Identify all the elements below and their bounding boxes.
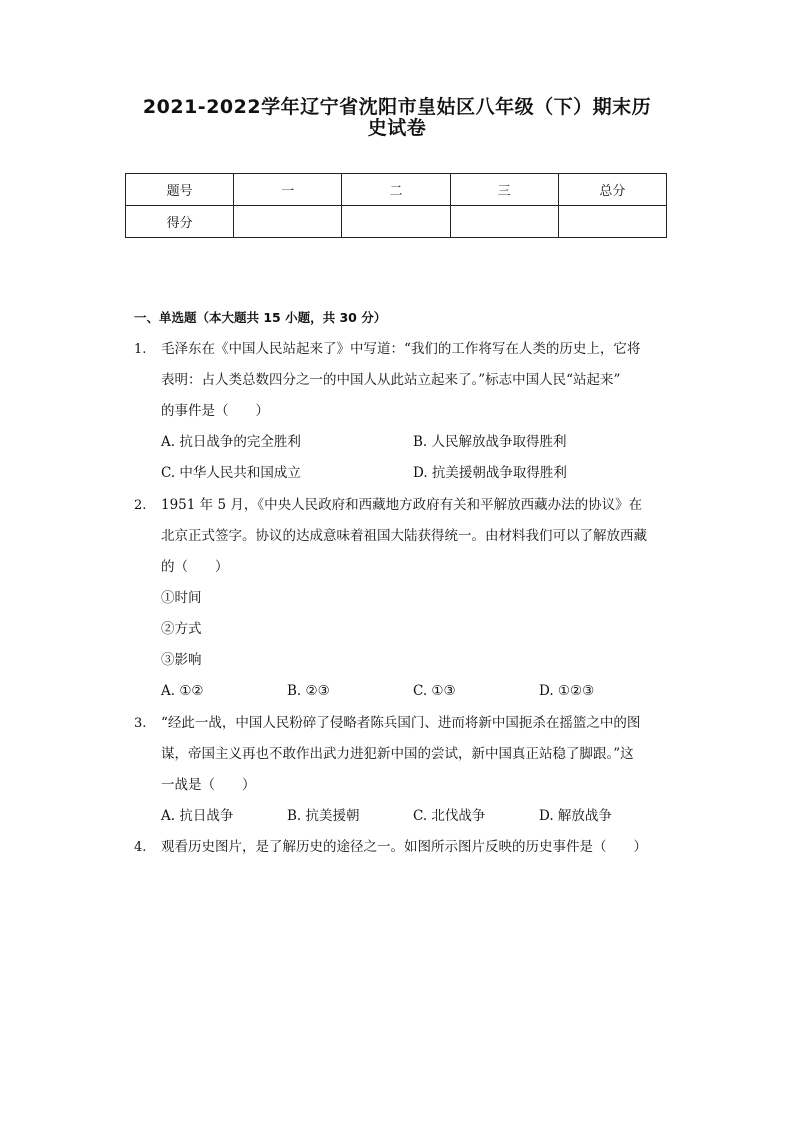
score-table xyxy=(125,173,667,238)
answer-option: B. 抗美援朝 xyxy=(287,808,360,824)
answer-option: C. ①③ xyxy=(413,683,456,699)
answer-option: C. 北伐战争 xyxy=(413,808,486,824)
question-number: 1. xyxy=(134,342,147,357)
question-text-line: 观看历史图片，是了解历史的途径之一。如图所示图片反映的历史事件是（ ） xyxy=(161,839,647,855)
answer-option: A. 抗日战争 xyxy=(161,808,234,824)
answer-option: A. ①② xyxy=(161,683,204,699)
question-text-line: 谋，帝国主义再也不敢作出武力进犯新中国的尝试，新中国真正站稳了脚跟。”这 xyxy=(161,746,634,762)
paper-title-line-1: 2021-2022学年辽宁省沈阳市皇姑区八年级（下）期末历 xyxy=(142,96,652,118)
question-text-line: 表明：占人类总数四分之一的中国人从此站立起来了。”标志中国人民“站起来” xyxy=(161,372,621,388)
question-number: 3. xyxy=(134,716,147,731)
question-item: ②方式 xyxy=(161,621,202,637)
score-header-cell: 题号 xyxy=(126,174,234,206)
answer-option: C. 中华人民共和国成立 xyxy=(161,465,301,481)
score-cell xyxy=(450,206,558,238)
question-text-line: 的事件是（ ） xyxy=(161,403,269,419)
question-item: ①时间 xyxy=(161,590,202,606)
score-cell xyxy=(342,206,450,238)
question-text-line: 1951 年 5 月，《中央人民政府和西藏地方政府有关和平解放西藏办法的协议》在 xyxy=(161,497,643,513)
question-text-line: 毛泽东在《中国人民站起来了》中写道：“我们的工作将写在人类的历史上，它将 xyxy=(161,341,641,357)
score-header-cell: 三 xyxy=(450,174,558,206)
score-cell xyxy=(234,206,342,238)
question-text-line: “经此一战，中国人民粉碎了侵略者陈兵国门、进而将新中国扼杀在摇篮之中的图 xyxy=(161,715,641,731)
question-text-line: 的（ ） xyxy=(161,559,229,575)
answer-option: D. 抗美援朝战争取得胜利 xyxy=(413,465,567,481)
paper-title-line-2: 史试卷 xyxy=(367,117,427,139)
score-header-cell: 一 xyxy=(234,174,342,206)
score-cell xyxy=(558,206,666,238)
question-number: 2. xyxy=(134,498,147,513)
answer-option: D. ①②③ xyxy=(539,683,595,699)
answer-option: B. ②③ xyxy=(287,683,330,699)
question-text-line: 一战是（ ） xyxy=(161,777,256,793)
section-heading: 一、单选题（本大题共 15 小题，共 30 分） xyxy=(134,310,387,325)
question-number: 4. xyxy=(134,840,147,855)
question-item: ③影响 xyxy=(161,652,202,668)
score-table-score-row xyxy=(126,206,667,238)
answer-option: A. 抗日战争的完全胜利 xyxy=(161,434,301,450)
answer-option: B. 人民解放战争取得胜利 xyxy=(413,434,567,450)
score-header-cell: 二 xyxy=(342,174,450,206)
question-text-line: 北京正式签字。协议的达成意味着祖国大陆获得统一。由材料我们可以了解放西藏 xyxy=(161,528,647,544)
score-row-label: 得分 xyxy=(126,206,234,238)
answer-option: D. 解放战争 xyxy=(539,808,612,824)
score-header-cell: 总分 xyxy=(558,174,666,206)
score-table-header-row xyxy=(126,174,667,206)
